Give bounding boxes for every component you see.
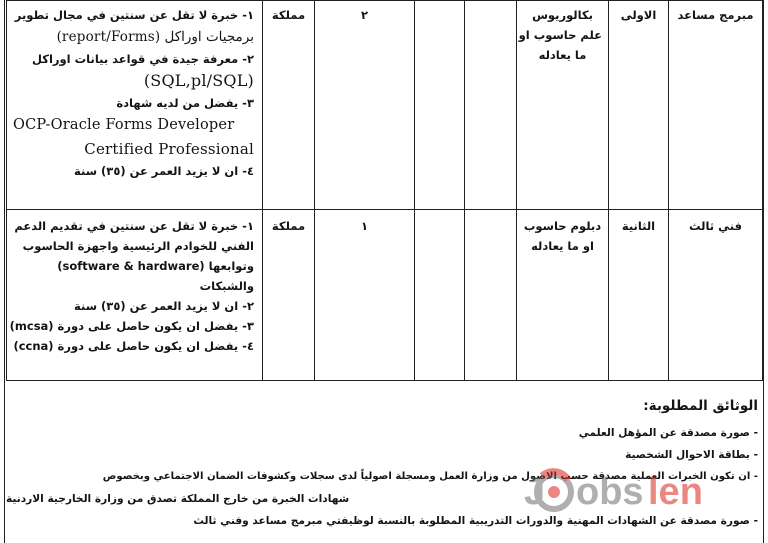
requirements-cell [7,1,263,210]
count-cell [315,210,415,381]
requirement-line: الفني للخوادم الرئيسية واجهزة الحاسوب [22,239,254,253]
documents-heading: الوثائق المطلوبة: [643,398,758,414]
watermark-text-accent: len [648,471,703,513]
document-item: شهادات الخبرة من خارج المملكة تصدق من وزارة الخارجية الاردنية [6,493,350,505]
job-title-cell [669,210,763,381]
requirement-line: وتوابعها (software & hardware) [57,259,254,273]
job-category: الاولى [620,8,657,22]
requirement-line: ٤- ان لا يزيد العمر عن (٣٥) سنة [74,164,254,178]
requirement-line: ٤- يفضل ان يكون حاصل على دورة (ccna) [13,339,254,353]
table-row [7,1,763,210]
requirement-line: Certified Professional [84,140,254,158]
requirement-line: ٣- يفضل ان يكون حاصل على دورة (mcsa) [9,319,254,333]
job-title: فني ثالث [689,219,742,233]
requirement-line: والشبكات [199,279,254,293]
qualification-cell [517,210,609,381]
watermark-text: obs [576,471,644,513]
empty-cell [415,1,465,210]
qualification-line: ما يعادله [538,48,587,62]
vacancy-count: ١ [360,219,369,233]
nationality-cell [263,1,315,210]
requirements-cell [7,210,263,381]
empty-cell [465,210,517,381]
qualification-line: بكالوريوس [532,8,593,22]
qualification-line: دبلوم حاسوب [523,219,602,233]
requirement-line: (SQL,pl/SQL) [143,71,254,90]
category-cell [609,1,669,210]
requirement-line: ١- خبرة لا تقل عن سنتين في تقديم الدعم [14,219,254,233]
qualification-line: او ما يعادله [531,239,594,253]
vacancy-count: ٢ [360,8,369,22]
requirement-line: ٣- يفضل من لديه شهادة [116,96,254,110]
requirement-line: OCP-Oracle Forms Developer [13,117,235,133]
count-cell [315,1,415,210]
qualification-line: علم حاسوب او [518,28,602,42]
jobslen-watermark-logo [520,462,758,520]
category-cell [609,210,669,381]
requirement-line: برمجيات اوراكل (report/Forms) [56,29,254,45]
document-item: - صورة مصدقة عن المؤهل العلمي [578,427,758,439]
watermark-initial: J [524,471,546,513]
job-title: مبرمج مساعد [677,8,754,22]
table-row [7,210,763,381]
empty-cell [465,1,517,210]
document-item: - ان تكون الخبرات العملية مصدقة حسب الاصول من وزارة العمل ومسجلة اصولياً لدى سجلات وكشوفات الضمان الاجتماعي وبخصوص [102,471,758,482]
job-title-cell [669,1,763,210]
requirement-line: ١- خبرة لا تقل عن سنتين في مجال تطوير [14,8,254,22]
document-item: - بطاقة الاحوال الشخصية [625,449,758,461]
empty-cell [415,210,465,381]
qualification-cell [517,1,609,210]
nationality: مملكة [271,219,306,233]
requirement-line: ٢- معرفة جيدة في قواعد بيانات اوراكل [32,52,254,66]
job-category: الثانية [621,219,656,233]
nationality-cell [263,210,315,381]
requirement-line: ٢- ان لا يزيد العمر عن (٣٥) سنة [74,299,254,313]
document-item: - صورة مصدقة عن الشهادات المهنية والدورات التدريبية المطلوبة بالنسبة لوظيفتي مبرمج مساعد وفني ثالث [193,515,758,527]
nationality: مملكة [271,8,306,22]
jobs-table [6,0,763,381]
